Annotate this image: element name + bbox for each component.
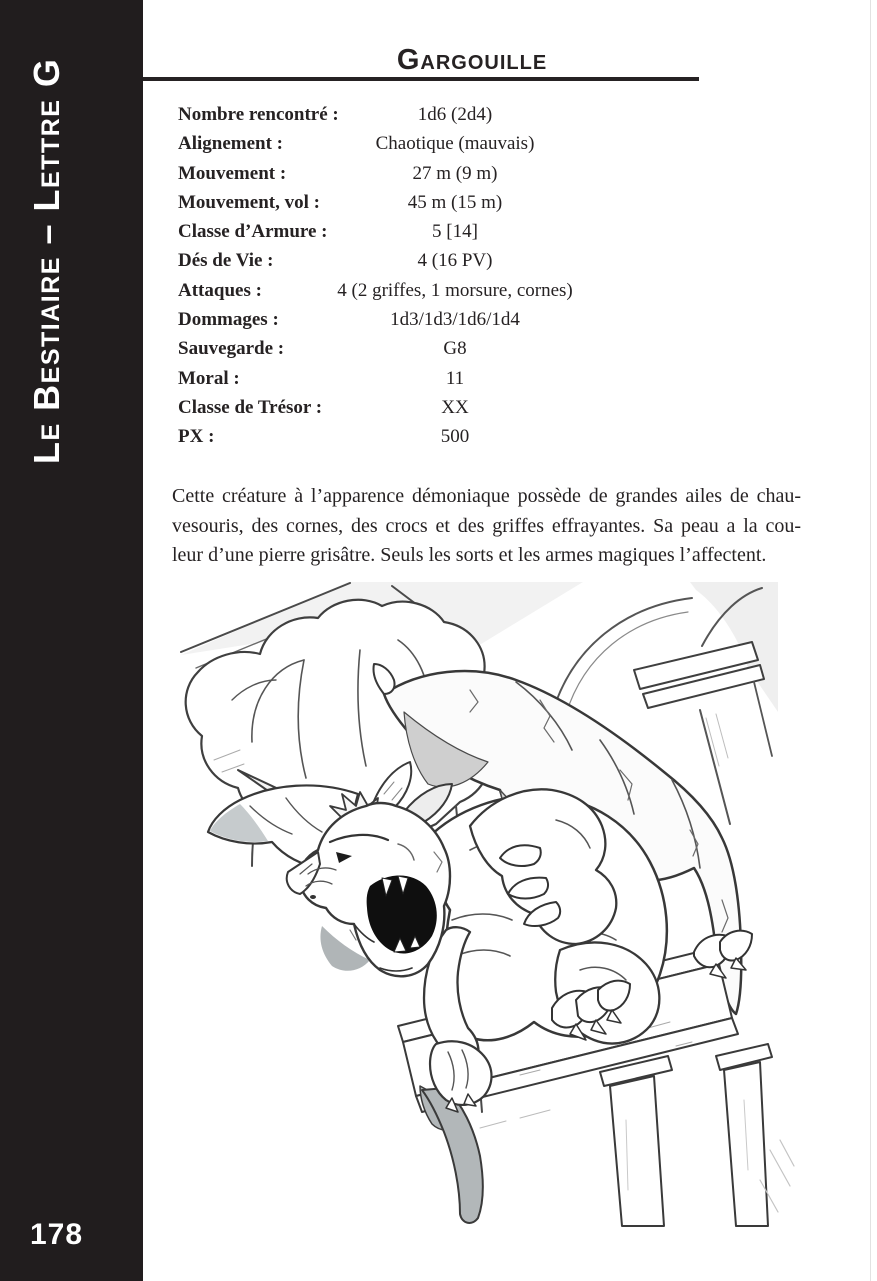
stat-value: 4 (2 griffes, 1 morsure, cornes) — [337, 279, 573, 301]
stat-row — [143, 368, 801, 397]
description-line: leur d’une pierre grisâtre. Seuls les sorts et les armes magiques l’affectent. — [172, 544, 767, 566]
stat-label: Moral : — [178, 367, 240, 389]
stat-value: 5 [14] — [432, 221, 478, 243]
stat-value: G8 — [443, 338, 467, 360]
stat-block — [143, 104, 801, 456]
page-title: Gargouille — [396, 44, 548, 76]
title-rule — [143, 77, 699, 81]
stat-value: Chaotique (mauvais) — [375, 133, 535, 155]
sidebar-chapter-title: Le Bestiaire – Lettre G — [26, 57, 67, 464]
creature-description — [172, 482, 801, 571]
stat-value: 1d3/1d3/1d6/1d4 — [390, 309, 520, 331]
stat-value: 11 — [445, 367, 465, 389]
gargoyle-illustration — [180, 582, 795, 1230]
stat-row — [143, 338, 801, 367]
description-line: vesouris, des cornes, des crocs et des griffes effrayantes. Sa peau a la cou- — [172, 514, 801, 537]
stat-row — [143, 104, 801, 133]
stat-label: Sauvegarde : — [178, 338, 285, 360]
stat-value: 500 — [440, 426, 470, 448]
stat-value: 27 m (9 m) — [412, 162, 498, 184]
stat-row — [143, 397, 801, 426]
stat-row — [143, 280, 801, 309]
stat-label: Dés de Vie : — [178, 250, 274, 272]
page-number: 178 — [30, 1218, 84, 1251]
stat-row — [143, 163, 801, 192]
description-line: Cette créature à l’apparence démoniaque possède de grandes ailes de chau- — [172, 485, 801, 507]
stat-row — [143, 250, 801, 279]
stat-row — [143, 133, 801, 162]
stat-label: Attaques : — [178, 279, 262, 301]
stat-label: Classe de Trésor : — [178, 396, 323, 418]
stat-label: Mouvement, vol : — [178, 191, 320, 213]
stat-label: PX : — [178, 426, 215, 448]
stat-label: Dommages : — [178, 309, 279, 331]
stat-row — [143, 426, 801, 455]
stat-row — [143, 192, 801, 221]
stat-row — [143, 309, 801, 338]
stat-row — [143, 221, 801, 250]
stat-label: Classe d’Armure : — [178, 221, 328, 243]
stat-label: Nombre rencontré : — [178, 104, 339, 125]
stat-value: 45 m (15 m) — [407, 191, 503, 213]
sidebar — [0, 0, 143, 1281]
stat-value: 1d6 (2d4) — [417, 104, 493, 125]
stat-value: XX — [441, 396, 469, 418]
stat-value: 4 (16 PV) — [417, 250, 493, 272]
stat-label: Mouvement : — [178, 162, 287, 184]
page-edge-line — [870, 0, 871, 1281]
stat-label: Alignement : — [178, 133, 284, 155]
